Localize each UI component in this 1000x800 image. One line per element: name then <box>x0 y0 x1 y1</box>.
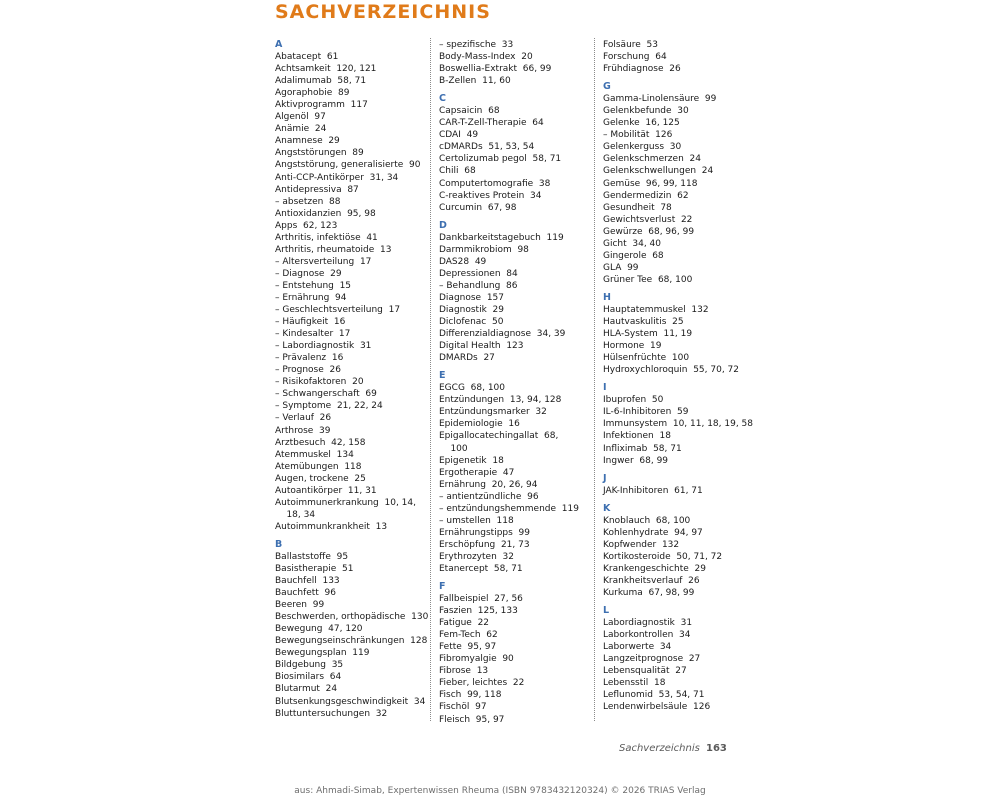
index-entry: Blutarmut 24 <box>275 684 338 695</box>
section-letter: C <box>439 93 446 105</box>
index-entry: Folsäure 53 <box>603 40 658 50</box>
section-letter: I <box>603 382 607 394</box>
index-entry: Etanercept 58, 71 <box>439 563 523 574</box>
index-entry: Atemmuskel 134 <box>275 449 354 460</box>
index-entry: Gendermedizin 62 <box>603 190 689 201</box>
index-entry: Diagnose 157 <box>439 292 504 303</box>
index-entry: GLA 99 <box>603 262 639 273</box>
index-entry: Arthritis, rheumatoide 13 <box>275 244 392 255</box>
index-entry: Augen, trockene 25 <box>275 473 366 484</box>
index-entry: DAS28 49 <box>439 256 487 267</box>
index-entry: – Ernährung 94 <box>275 292 347 303</box>
index-entry: – Verlauf 26 <box>275 413 332 424</box>
index-entry: Kurkuma 67, 98, 99 <box>603 588 695 599</box>
index-entry: B-Zellen 11, 60 <box>439 76 511 87</box>
index-entry: Diclofenac 50 <box>439 317 504 328</box>
index-entry: Fallbeispiel 27, 56 <box>439 594 523 605</box>
index-entry: Lebensstil 18 <box>603 678 666 689</box>
index-entry: Gelenkschmerzen 24 <box>603 154 701 165</box>
index-entry: – spezifische 33 <box>439 40 514 50</box>
index-column-1 <box>275 39 429 720</box>
section-letter: J <box>603 472 607 484</box>
section-letter: E <box>439 370 446 382</box>
index-entry: Faszien 125, 133 <box>439 606 518 617</box>
index-entry: Lendenwirbelsäule 126 <box>603 702 711 713</box>
index-entry: DMARDs 27 <box>439 353 495 364</box>
index-entry: Bauchfell 133 <box>275 576 340 587</box>
index-entry: Blutsenkungsgeschwindigkeit 34 <box>275 696 426 707</box>
index-entry: – antientzündliche 96 <box>439 491 539 502</box>
index-entry: Frühdiagnose 26 <box>603 64 681 75</box>
index-entry: Diagnostik 29 <box>439 304 504 315</box>
index-entry: 100 <box>439 443 468 454</box>
index-entry: Hormone 19 <box>603 341 662 352</box>
index-entry: 18, 34 <box>275 509 316 520</box>
index-entry: Arztbesuch 42, 158 <box>275 437 366 448</box>
index-entry: Abatacept 61 <box>275 52 339 63</box>
index-entry: Fisch 99, 118 <box>439 690 502 701</box>
index-entry: Autoimmunerkrankung 10, 14, <box>275 497 416 508</box>
index-entry: Entzündungsmarker 32 <box>439 407 547 418</box>
index-entry: Atemübungen 118 <box>275 461 362 472</box>
index-entry: Bluttuntersuchungen 32 <box>275 708 388 719</box>
index-entry: Body-Mass-Index 20 <box>439 52 533 63</box>
index-entry: – Behandlung 86 <box>439 280 518 291</box>
index-entry: Anamnese 29 <box>275 136 340 147</box>
index-entry: Kopfwender 132 <box>603 539 680 550</box>
index-entry: Boswellia-Extrakt 66, 99 <box>439 64 552 75</box>
index-entry: Bewegung 47, 120 <box>275 624 363 635</box>
index-entry: Fibromyalgie 90 <box>439 654 514 665</box>
section-letter: A <box>275 39 283 50</box>
index-entry: Epigenetik 18 <box>439 455 504 466</box>
section-letter: F <box>439 581 446 593</box>
index-entry: Arthritis, infektiöse 41 <box>275 232 378 243</box>
index-entry: Anti-CCP-Antikörper 31, 34 <box>275 172 399 183</box>
index-entry: – absetzen 88 <box>275 196 341 207</box>
index-entry: – umstellen 118 <box>439 515 514 526</box>
index-entry: Adalimumab 58, 71 <box>275 76 367 87</box>
index-entry: Gewichtsverlust 22 <box>603 214 693 225</box>
index-entry: Ernährung 20, 26, 94 <box>439 479 538 490</box>
index-entry: Anämie 24 <box>275 124 327 135</box>
index-entry: Erythrozyten 32 <box>439 551 514 562</box>
index-entry: Gelenkschwellungen 24 <box>603 166 714 177</box>
index-entry: CAR-T-Zell-Therapie 64 <box>439 118 544 129</box>
index-entry: Labordiagnostik 31 <box>603 618 693 629</box>
index-entry: Gelenkbefunde 30 <box>603 106 689 117</box>
index-entry: Beeren 99 <box>275 600 325 611</box>
index-entry: Laborkontrollen 34 <box>603 630 691 641</box>
index-entry: – Labordiagnostik 31 <box>275 341 372 352</box>
index-entry: Ernährungstipps 99 <box>439 527 530 538</box>
index-entry: Achtsamkeit 120, 121 <box>275 64 377 75</box>
section-letter: B <box>275 538 283 550</box>
index-entry: Fieber, leichtes 22 <box>439 678 525 689</box>
index-entry: Krankheitsverlauf 26 <box>603 575 700 586</box>
index-entry: JAK-Inhibitoren 61, 71 <box>603 485 703 496</box>
section-letter: K <box>603 502 611 514</box>
index-entry: Kortikosteroide 50, 71, 72 <box>603 551 723 562</box>
copyright-credit: aus: Ahmadi-Simab, Expertenwissen Rheuma (ISBN 9783432120324) © 2026 TRIAS Verlag <box>294 786 706 796</box>
section-letter: G <box>603 81 611 93</box>
index-column-3 <box>603 39 753 713</box>
page-number: 163 <box>706 743 727 754</box>
index-entry: Bauchfett 96 <box>275 588 336 599</box>
index-entry: Bildgebung 35 <box>275 660 344 671</box>
index-entry: Angststörungen 89 <box>275 148 364 159</box>
index-entry: Gingerole 68 <box>603 250 664 261</box>
index-entry: C-reaktives Protein 34 <box>439 190 542 201</box>
index-entry: – Entstehung 15 <box>275 280 352 291</box>
index-entry: Langzeitprognose 27 <box>603 654 701 665</box>
index-entry: – Häufigkeit 16 <box>275 317 346 328</box>
section-letter: D <box>439 219 447 231</box>
index-entry: Gesundheit 78 <box>603 202 672 213</box>
index-entry: Algenöl 97 <box>275 112 326 123</box>
index-column-2 <box>439 39 589 726</box>
index-entry: Arthrose 39 <box>275 425 331 436</box>
index-entry: Forschung 64 <box>603 52 667 63</box>
index-entry: Gamma-Linolensäure 99 <box>603 94 717 105</box>
column-divider <box>430 38 431 721</box>
index-entry: – Geschlechtsverteilung 17 <box>275 305 401 316</box>
index-entry: Fleisch 95, 97 <box>439 714 505 725</box>
index-entry: Autoimmunkrankheit 13 <box>275 521 388 532</box>
index-entry: Biosimilars 64 <box>275 672 342 683</box>
section-letter: H <box>603 291 611 303</box>
index-entry: Dankbarkeitstagebuch 119 <box>439 232 564 243</box>
index-entry: Knoblauch 68, 100 <box>603 515 691 526</box>
index-entry: Ballaststoffe 95 <box>275 551 349 562</box>
index-entry: Curcumin 67, 98 <box>439 202 517 213</box>
index-entry: Ergotherapie 47 <box>439 467 515 478</box>
index-entry: Hauptatemmuskel 132 <box>603 304 709 315</box>
index-entry: Fette 95, 97 <box>439 642 497 653</box>
index-entry: Chili 68 <box>439 166 476 177</box>
index-entry: Hydroxychloroquin 55, 70, 72 <box>603 365 740 376</box>
index-entry: – Kindesalter 17 <box>275 329 351 340</box>
index-entry: – Risikofaktoren 20 <box>275 377 364 388</box>
index-entry: Gewürze 68, 96, 99 <box>603 226 695 237</box>
index-entry: IL-6-Inhibitoren 59 <box>603 407 689 418</box>
index-entry: Leflunomid 53, 54, 71 <box>603 690 705 701</box>
index-entry: Ibuprofen 50 <box>603 395 664 406</box>
index-entry: Epidemiologie 16 <box>439 419 520 430</box>
index-entry: Kohlenhydrate 94, 97 <box>603 527 703 538</box>
index-entry: – Mobilität 126 <box>603 130 673 141</box>
index-entry: Basistherapie 51 <box>275 564 354 575</box>
index-entry: cDMARDs 51, 53, 54 <box>439 142 535 153</box>
index-entry: HLA-System 11, 19 <box>603 329 693 340</box>
index-entry: Krankengeschichte 29 <box>603 563 706 574</box>
index-entry: Differenzialdiagnose 34, 39 <box>439 329 566 340</box>
index-entry: Angststörung, generalisierte 90 <box>275 160 421 171</box>
index-entry: – Schwangerschaft 69 <box>275 389 377 400</box>
index-entry: Fibrose 13 <box>439 666 489 677</box>
index-entry: Gelenkerguss 30 <box>603 142 682 153</box>
index-entry: Beschwerden, orthopädische 130 <box>275 612 429 623</box>
index-entry: EGCG 68, 100 <box>439 383 505 394</box>
index-entry: Fischöl 97 <box>439 702 487 713</box>
index-entry: Apps 62, 123 <box>275 220 338 231</box>
section-letter: L <box>603 605 610 617</box>
index-entry: Bewegungseinschränkungen 128 <box>275 636 428 647</box>
index-entry: Bewegungsplan 119 <box>275 648 370 659</box>
page-title: SACHVERZEICHNIS <box>275 1 491 23</box>
index-entry: Immunsystem 10, 11, 18, 19, 58 <box>603 419 754 430</box>
index-entry: Gelenke 16, 125 <box>603 118 680 129</box>
index-entry: Capsaicin 68 <box>439 106 500 117</box>
running-footer: Sachverzeichnis <box>619 743 700 754</box>
index-entry: Aktivprogramm 117 <box>275 100 368 111</box>
index-entry: Computertomografie 38 <box>439 178 551 189</box>
index-entry: – Diagnose 29 <box>275 268 342 279</box>
index-entry: Antioxidanzien 95, 98 <box>275 208 376 219</box>
index-entry: Infektionen 18 <box>603 431 671 442</box>
index-entry: – Prävalenz 16 <box>275 353 344 364</box>
index-entry: Ingwer 68, 99 <box>603 455 669 466</box>
index-entry: – Prognose 26 <box>275 365 341 376</box>
index-entry: Gemüse 96, 99, 118 <box>603 178 698 189</box>
index-entry: Depressionen 84 <box>439 268 518 279</box>
index-entry: CDAI 49 <box>439 130 479 141</box>
index-entry: Grüner Tee 68, 100 <box>603 274 693 285</box>
index-entry: Hülsenfrüchte 100 <box>603 353 690 364</box>
index-entry: Epigallocatechingallat 68, <box>439 431 559 442</box>
index-entry: – Altersverteilung 17 <box>275 256 372 267</box>
index-entry: Darmmikrobiom 98 <box>439 244 529 255</box>
index-entry: Certolizumab pegol 58, 71 <box>439 154 562 165</box>
index-entry: Laborwerte 34 <box>603 642 672 653</box>
index-entry: Gicht 34, 40 <box>603 238 662 249</box>
index-entry: Fem-Tech 62 <box>439 630 498 641</box>
index-entry: Autoantikörper 11, 31 <box>275 485 377 496</box>
index-entry: Entzündungen 13, 94, 128 <box>439 395 562 406</box>
index-entry: Fatigue 22 <box>439 618 490 629</box>
index-entry: – entzündungshemmende 119 <box>439 503 579 514</box>
index-entry: Antidepressiva 87 <box>275 184 359 195</box>
index-entry: – Symptome 21, 22, 24 <box>275 401 383 412</box>
index-entry: Erschöpfung 21, 73 <box>439 539 530 550</box>
index-entry: Hautvaskulitis 25 <box>603 317 684 328</box>
index-entry: Lebensqualität 27 <box>603 666 687 677</box>
column-divider <box>594 38 595 721</box>
index-entry: Digital Health 123 <box>439 341 524 352</box>
index-entry: Agoraphobie 89 <box>275 88 350 99</box>
index-entry: Infliximab 58, 71 <box>603 443 682 454</box>
